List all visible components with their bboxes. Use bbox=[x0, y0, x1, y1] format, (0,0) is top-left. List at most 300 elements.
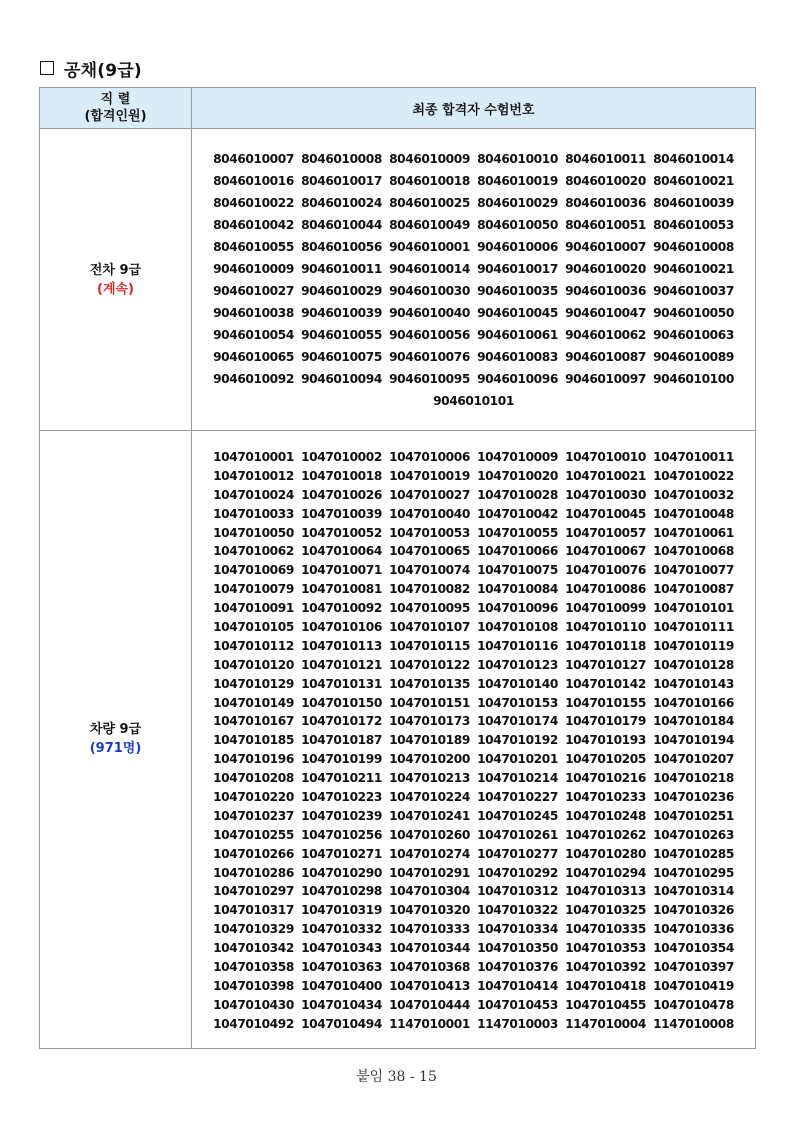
exam-number: 1147010003 bbox=[477, 1016, 558, 1031]
exam-number: 1047010155 bbox=[565, 695, 646, 710]
number-row bbox=[192, 368, 755, 390]
exam-number: 1047010087 bbox=[653, 582, 734, 597]
exam-number: 1047010223 bbox=[301, 790, 382, 805]
number-row bbox=[192, 580, 755, 599]
exam-number: 1047010400 bbox=[301, 978, 382, 993]
exam-number: 9046010014 bbox=[389, 262, 470, 276]
exam-number: 1047010368 bbox=[389, 960, 470, 975]
exam-number: 9046010055 bbox=[301, 328, 382, 342]
exam-number: 1047010167 bbox=[213, 714, 294, 729]
exam-number: 9046010021 bbox=[653, 262, 734, 276]
number-row bbox=[192, 807, 755, 826]
exam-number: 1047010067 bbox=[565, 544, 646, 559]
number-row bbox=[192, 712, 755, 731]
number-row bbox=[192, 694, 755, 713]
exam-number: 1047010236 bbox=[653, 790, 734, 805]
exam-number: 9046010076 bbox=[389, 350, 470, 364]
exam-number: 1047010173 bbox=[389, 714, 470, 729]
exam-number: 1047010179 bbox=[565, 714, 646, 729]
exam-number: 9046010087 bbox=[565, 350, 646, 364]
exam-number: 1047010248 bbox=[565, 808, 646, 823]
exam-number: 1047010290 bbox=[301, 865, 382, 880]
exam-number: 1047010201 bbox=[477, 752, 558, 767]
exam-number: 1047010271 bbox=[301, 846, 382, 861]
exam-number: 1047010135 bbox=[389, 676, 470, 691]
exam-number: 1047010057 bbox=[565, 525, 646, 540]
results-table bbox=[39, 87, 756, 1049]
exam-number: 8046010018 bbox=[389, 174, 470, 188]
number-row bbox=[192, 236, 755, 258]
exam-number: 1047010143 bbox=[653, 676, 734, 691]
exam-number: 1047010363 bbox=[301, 960, 382, 975]
exam-number: 1047010286 bbox=[213, 865, 294, 880]
number-row bbox=[192, 542, 755, 561]
number-row bbox=[192, 731, 755, 750]
exam-number: 1047010237 bbox=[213, 808, 294, 823]
exam-number: 1047010220 bbox=[213, 790, 294, 805]
exam-number: 1047010329 bbox=[213, 922, 294, 937]
number-row bbox=[192, 769, 755, 788]
exam-number: 9046010095 bbox=[389, 372, 470, 386]
exam-number: 8046010020 bbox=[565, 174, 646, 188]
exam-number: 1047010111 bbox=[653, 620, 734, 635]
exam-number: 1047010251 bbox=[653, 808, 734, 823]
number-row bbox=[192, 1015, 755, 1034]
number-row bbox=[192, 524, 755, 543]
exam-number: 1047010030 bbox=[565, 487, 646, 502]
exam-number: 1047010119 bbox=[653, 638, 734, 653]
exam-number: 1047010354 bbox=[653, 941, 734, 956]
exam-number: 1047010413 bbox=[389, 978, 470, 993]
exam-number: 8046010044 bbox=[301, 218, 382, 232]
exam-number: 1047010492 bbox=[213, 1016, 294, 1031]
exam-number: 1047010224 bbox=[389, 790, 470, 805]
number-row bbox=[192, 390, 755, 412]
exam-number: 9046010036 bbox=[565, 284, 646, 298]
exam-number: 1047010313 bbox=[565, 884, 646, 899]
table-row bbox=[40, 431, 756, 1049]
exam-number: 1047010142 bbox=[565, 676, 646, 691]
exam-number: 1047010018 bbox=[301, 468, 382, 483]
exam-number: 1047010115 bbox=[389, 638, 470, 653]
exam-number: 1047010239 bbox=[301, 808, 382, 823]
exam-number: 9046010083 bbox=[477, 350, 558, 364]
category-cell bbox=[40, 431, 192, 1049]
exam-number: 1047010216 bbox=[565, 771, 646, 786]
exam-number: 1047010241 bbox=[389, 808, 470, 823]
number-row bbox=[192, 845, 755, 864]
number-row bbox=[192, 675, 755, 694]
exam-number: 1047010233 bbox=[565, 790, 646, 805]
exam-number: 9046010030 bbox=[389, 284, 470, 298]
exam-number: 1047010053 bbox=[389, 525, 470, 540]
exam-number: 1047010022 bbox=[653, 468, 734, 483]
exam-number: 9046010029 bbox=[301, 284, 382, 298]
exam-number: 8046010050 bbox=[477, 218, 558, 232]
number-row bbox=[192, 618, 755, 637]
number-row bbox=[192, 214, 755, 236]
numbers-cell bbox=[192, 431, 756, 1049]
exam-number: 9046010037 bbox=[653, 284, 734, 298]
exam-number: 9046010008 bbox=[653, 240, 734, 254]
exam-number: 1047010444 bbox=[389, 997, 470, 1012]
exam-number: 1047010208 bbox=[213, 771, 294, 786]
number-row bbox=[192, 939, 755, 958]
header-count-label: (합격인원) bbox=[84, 109, 147, 124]
exam-number: 1047010245 bbox=[477, 808, 558, 823]
exam-number: 1047010294 bbox=[565, 865, 646, 880]
exam-number: 8046010056 bbox=[301, 240, 382, 254]
header-position bbox=[40, 88, 192, 129]
exam-number: 1047010455 bbox=[565, 997, 646, 1012]
exam-number: 1047010199 bbox=[301, 752, 382, 767]
exam-number: 9046010092 bbox=[213, 372, 294, 386]
exam-number: 1047010185 bbox=[213, 733, 294, 748]
exam-number: 8046010036 bbox=[565, 196, 646, 210]
exam-number: 9046010038 bbox=[213, 306, 294, 320]
exam-number: 1047010256 bbox=[301, 827, 382, 842]
exam-number: 8046010017 bbox=[301, 174, 382, 188]
exam-number: 1047010326 bbox=[653, 903, 734, 918]
number-row bbox=[192, 882, 755, 901]
category-label: 전차 9급 bbox=[89, 262, 142, 278]
exam-number: 1047010494 bbox=[301, 1016, 382, 1031]
exam-number: 1047010039 bbox=[301, 506, 382, 521]
exam-number: 1047010127 bbox=[565, 657, 646, 672]
exam-number: 1047010255 bbox=[213, 827, 294, 842]
exam-number: 9046010009 bbox=[213, 262, 294, 276]
exam-number: 9046010062 bbox=[565, 328, 646, 342]
exam-number: 1047010071 bbox=[301, 563, 382, 578]
exam-number: 1047010207 bbox=[653, 752, 734, 767]
exam-number: 1047010353 bbox=[565, 941, 646, 956]
exam-number: 1047010350 bbox=[477, 941, 558, 956]
exam-number: 1047010042 bbox=[477, 506, 558, 521]
exam-number: 1047010317 bbox=[213, 903, 294, 918]
exam-number: 1047010419 bbox=[653, 978, 734, 993]
exam-number: 1047010091 bbox=[213, 601, 294, 616]
exam-number: 1047010084 bbox=[477, 582, 558, 597]
exam-number: 1047010107 bbox=[389, 620, 470, 635]
exam-number: 1047010332 bbox=[301, 922, 382, 937]
exam-number: 9046010100 bbox=[653, 372, 734, 386]
exam-number: 1047010129 bbox=[213, 676, 294, 691]
number-row bbox=[192, 148, 755, 170]
exam-number: 1047010028 bbox=[477, 487, 558, 502]
exam-number: 1047010116 bbox=[477, 638, 558, 653]
exam-number: 9046010063 bbox=[653, 328, 734, 342]
exam-number: 1047010012 bbox=[213, 468, 294, 483]
exam-number: 1047010121 bbox=[301, 657, 382, 672]
exam-number: 1047010095 bbox=[389, 601, 470, 616]
exam-number: 1047010187 bbox=[301, 733, 382, 748]
exam-number: 1047010045 bbox=[565, 506, 646, 521]
number-row bbox=[192, 958, 755, 977]
exam-number: 1047010414 bbox=[477, 978, 558, 993]
exam-number: 1047010024 bbox=[213, 487, 294, 502]
exam-number: 1047010376 bbox=[477, 960, 558, 975]
exam-number: 1047010099 bbox=[565, 601, 646, 616]
exam-number: 1147010001 bbox=[389, 1016, 470, 1031]
exam-number: 1047010274 bbox=[389, 846, 470, 861]
exam-number: 9046010065 bbox=[213, 350, 294, 364]
header-position-label: 직 렬 bbox=[100, 92, 131, 107]
exam-number: 1047010277 bbox=[477, 846, 558, 861]
exam-number: 8046010009 bbox=[389, 152, 470, 166]
exam-number: 1047010297 bbox=[213, 884, 294, 899]
exam-number: 9046010035 bbox=[477, 284, 558, 298]
exam-number: 1047010304 bbox=[389, 884, 470, 899]
exam-number: 1047010174 bbox=[477, 714, 558, 729]
exam-number: 9046010047 bbox=[565, 306, 646, 320]
exam-number: 8046010051 bbox=[565, 218, 646, 232]
exam-number: 1047010312 bbox=[477, 884, 558, 899]
table-row bbox=[40, 129, 756, 431]
exam-number: 1047010205 bbox=[565, 752, 646, 767]
exam-number: 1047010065 bbox=[389, 544, 470, 559]
exam-number: 1047010055 bbox=[477, 525, 558, 540]
exam-number: 1047010026 bbox=[301, 487, 382, 502]
exam-number: 9046010017 bbox=[477, 262, 558, 276]
exam-number: 9046010039 bbox=[301, 306, 382, 320]
exam-number: 1047010061 bbox=[653, 525, 734, 540]
exam-number: 1047010295 bbox=[653, 865, 734, 880]
exam-number: 1047010196 bbox=[213, 752, 294, 767]
exam-number: 8046010053 bbox=[653, 218, 734, 232]
number-row bbox=[192, 324, 755, 346]
exam-number: 8046010011 bbox=[565, 152, 646, 166]
exam-number: 8046010010 bbox=[477, 152, 558, 166]
number-row bbox=[192, 258, 755, 280]
exam-number: 1047010333 bbox=[389, 922, 470, 937]
exam-number: 9046010101 bbox=[433, 394, 514, 408]
exam-number: 1047010280 bbox=[565, 846, 646, 861]
exam-number: 1047010033 bbox=[213, 506, 294, 521]
exam-number: 1047010319 bbox=[301, 903, 382, 918]
exam-number: 1047010050 bbox=[213, 525, 294, 540]
exam-number: 1047010263 bbox=[653, 827, 734, 842]
exam-number: 1047010334 bbox=[477, 922, 558, 937]
number-row bbox=[192, 656, 755, 675]
exam-number: 9046010094 bbox=[301, 372, 382, 386]
section-heading bbox=[40, 56, 142, 80]
exam-number: 9046010007 bbox=[565, 240, 646, 254]
exam-number: 1047010086 bbox=[565, 582, 646, 597]
exam-number: 1047010418 bbox=[565, 978, 646, 993]
exam-number: 1047010096 bbox=[477, 601, 558, 616]
exam-number: 1047010006 bbox=[389, 450, 470, 464]
exam-number: 1047010322 bbox=[477, 903, 558, 918]
checkbox-square-icon bbox=[40, 61, 54, 75]
exam-number: 1047010112 bbox=[213, 638, 294, 653]
exam-number: 1047010194 bbox=[653, 733, 734, 748]
category-cell bbox=[40, 129, 192, 431]
number-row bbox=[192, 192, 755, 214]
exam-number: 8046010008 bbox=[301, 152, 382, 166]
number-row bbox=[192, 302, 755, 324]
exam-number: 8046010016 bbox=[213, 174, 294, 188]
exam-number: 1047010291 bbox=[389, 865, 470, 880]
exam-number: 1047010074 bbox=[389, 563, 470, 578]
exam-number: 1047010079 bbox=[213, 582, 294, 597]
category-note: (계속) bbox=[97, 281, 134, 297]
exam-number: 1047010149 bbox=[213, 695, 294, 710]
exam-number: 1047010150 bbox=[301, 695, 382, 710]
exam-number: 1047010292 bbox=[477, 865, 558, 880]
number-row bbox=[192, 996, 755, 1015]
exam-number: 8046010042 bbox=[213, 218, 294, 232]
exam-number: 1047010010 bbox=[565, 450, 646, 464]
exam-number: 1047010325 bbox=[565, 903, 646, 918]
exam-number: 1047010011 bbox=[653, 450, 734, 464]
number-row bbox=[192, 448, 755, 467]
number-row bbox=[192, 280, 755, 302]
exam-number: 1047010392 bbox=[565, 960, 646, 975]
exam-number: 9046010056 bbox=[389, 328, 470, 342]
exam-number: 1047010213 bbox=[389, 771, 470, 786]
exam-number: 1047010019 bbox=[389, 468, 470, 483]
number-row bbox=[192, 750, 755, 769]
exam-number: 1047010298 bbox=[301, 884, 382, 899]
header-numbers bbox=[192, 88, 756, 129]
exam-number: 1047010128 bbox=[653, 657, 734, 672]
exam-number: 1047010009 bbox=[477, 450, 558, 464]
exam-number: 1047010336 bbox=[653, 922, 734, 937]
number-grid bbox=[192, 129, 755, 430]
section-title: 공채(9급) bbox=[64, 60, 142, 81]
exam-number: 1047010110 bbox=[565, 620, 646, 635]
exam-number: 1047010020 bbox=[477, 468, 558, 483]
exam-number: 8046010022 bbox=[213, 196, 294, 210]
exam-number: 1047010189 bbox=[389, 733, 470, 748]
exam-number: 1047010200 bbox=[389, 752, 470, 767]
exam-number: 9046010096 bbox=[477, 372, 558, 386]
exam-number: 9046010061 bbox=[477, 328, 558, 342]
table-header-row bbox=[40, 88, 756, 129]
exam-number: 1047010262 bbox=[565, 827, 646, 842]
exam-number: 1047010320 bbox=[389, 903, 470, 918]
exam-number: 1047010123 bbox=[477, 657, 558, 672]
exam-number: 1047010261 bbox=[477, 827, 558, 842]
exam-number: 1047010214 bbox=[477, 771, 558, 786]
exam-number: 1047010032 bbox=[653, 487, 734, 502]
exam-number: 1047010358 bbox=[213, 960, 294, 975]
exam-number: 1047010108 bbox=[477, 620, 558, 635]
number-row bbox=[192, 486, 755, 505]
exam-number: 1047010335 bbox=[565, 922, 646, 937]
exam-number: 8046010049 bbox=[389, 218, 470, 232]
exam-number: 1047010106 bbox=[301, 620, 382, 635]
exam-number: 9046010001 bbox=[389, 240, 470, 254]
exam-number: 9046010006 bbox=[477, 240, 558, 254]
exam-number: 1047010001 bbox=[213, 450, 294, 464]
exam-number: 8046010029 bbox=[477, 196, 558, 210]
exam-number: 9046010045 bbox=[477, 306, 558, 320]
exam-number: 9046010040 bbox=[389, 306, 470, 320]
exam-number: 9046010011 bbox=[301, 262, 382, 276]
exam-number: 1047010064 bbox=[301, 544, 382, 559]
exam-number: 1047010172 bbox=[301, 714, 382, 729]
exam-number: 1047010344 bbox=[389, 941, 470, 956]
number-row bbox=[192, 901, 755, 920]
exam-number: 1047010068 bbox=[653, 544, 734, 559]
exam-number: 9046010050 bbox=[653, 306, 734, 320]
exam-number: 1047010227 bbox=[477, 790, 558, 805]
exam-number: 1047010027 bbox=[389, 487, 470, 502]
number-row bbox=[192, 977, 755, 996]
exam-number: 1047010478 bbox=[653, 997, 734, 1012]
exam-number: 8046010039 bbox=[653, 196, 734, 210]
number-row bbox=[192, 346, 755, 368]
exam-number: 9046010097 bbox=[565, 372, 646, 386]
exam-number: 1047010021 bbox=[565, 468, 646, 483]
exam-number: 1047010218 bbox=[653, 771, 734, 786]
number-row bbox=[192, 826, 755, 845]
exam-number: 1047010314 bbox=[653, 884, 734, 899]
exam-number: 1047010260 bbox=[389, 827, 470, 842]
exam-number: 1047010069 bbox=[213, 563, 294, 578]
exam-number: 1047010066 bbox=[477, 544, 558, 559]
exam-number: 1147010004 bbox=[565, 1016, 646, 1031]
exam-number: 9046010054 bbox=[213, 328, 294, 342]
exam-number: 1047010184 bbox=[653, 714, 734, 729]
exam-number: 1047010113 bbox=[301, 638, 382, 653]
exam-number: 8046010025 bbox=[389, 196, 470, 210]
exam-number: 1047010211 bbox=[301, 771, 382, 786]
exam-number: 1047010122 bbox=[389, 657, 470, 672]
exam-number: 1047010131 bbox=[301, 676, 382, 691]
exam-number: 1047010166 bbox=[653, 695, 734, 710]
number-row bbox=[192, 467, 755, 486]
exam-number: 1047010285 bbox=[653, 846, 734, 861]
page-footer: 붙임 38 - 15 bbox=[356, 1069, 437, 1085]
exam-number: 1047010075 bbox=[477, 563, 558, 578]
exam-number: 1047010120 bbox=[213, 657, 294, 672]
number-grid bbox=[192, 431, 755, 1048]
exam-number: 1047010077 bbox=[653, 563, 734, 578]
exam-number: 1047010040 bbox=[389, 506, 470, 521]
number-row bbox=[192, 920, 755, 939]
exam-number: 1047010002 bbox=[301, 450, 382, 464]
exam-number: 1047010140 bbox=[477, 676, 558, 691]
exam-number: 1047010048 bbox=[653, 506, 734, 521]
category-label: 차량 9급 bbox=[89, 722, 142, 738]
exam-number: 8046010021 bbox=[653, 174, 734, 188]
exam-number: 1147010008 bbox=[653, 1016, 734, 1031]
number-row bbox=[192, 637, 755, 656]
exam-number: 8046010014 bbox=[653, 152, 734, 166]
number-row bbox=[192, 788, 755, 807]
exam-number: 1047010118 bbox=[565, 638, 646, 653]
exam-number: 1047010081 bbox=[301, 582, 382, 597]
exam-number: 1047010101 bbox=[653, 601, 734, 616]
exam-number: 1047010105 bbox=[213, 620, 294, 635]
number-row bbox=[192, 864, 755, 883]
exam-number: 8046010055 bbox=[213, 240, 294, 254]
exam-number: 1047010398 bbox=[213, 978, 294, 993]
exam-number: 9046010020 bbox=[565, 262, 646, 276]
exam-number: 1047010397 bbox=[653, 960, 734, 975]
number-row bbox=[192, 505, 755, 524]
number-row bbox=[192, 599, 755, 618]
exam-number: 1047010192 bbox=[477, 733, 558, 748]
numbers-cell bbox=[192, 129, 756, 431]
exam-number: 8046010019 bbox=[477, 174, 558, 188]
exam-number: 1047010430 bbox=[213, 997, 294, 1012]
exam-number: 8046010024 bbox=[301, 196, 382, 210]
exam-number: 1047010062 bbox=[213, 544, 294, 559]
exam-number: 1047010343 bbox=[301, 941, 382, 956]
